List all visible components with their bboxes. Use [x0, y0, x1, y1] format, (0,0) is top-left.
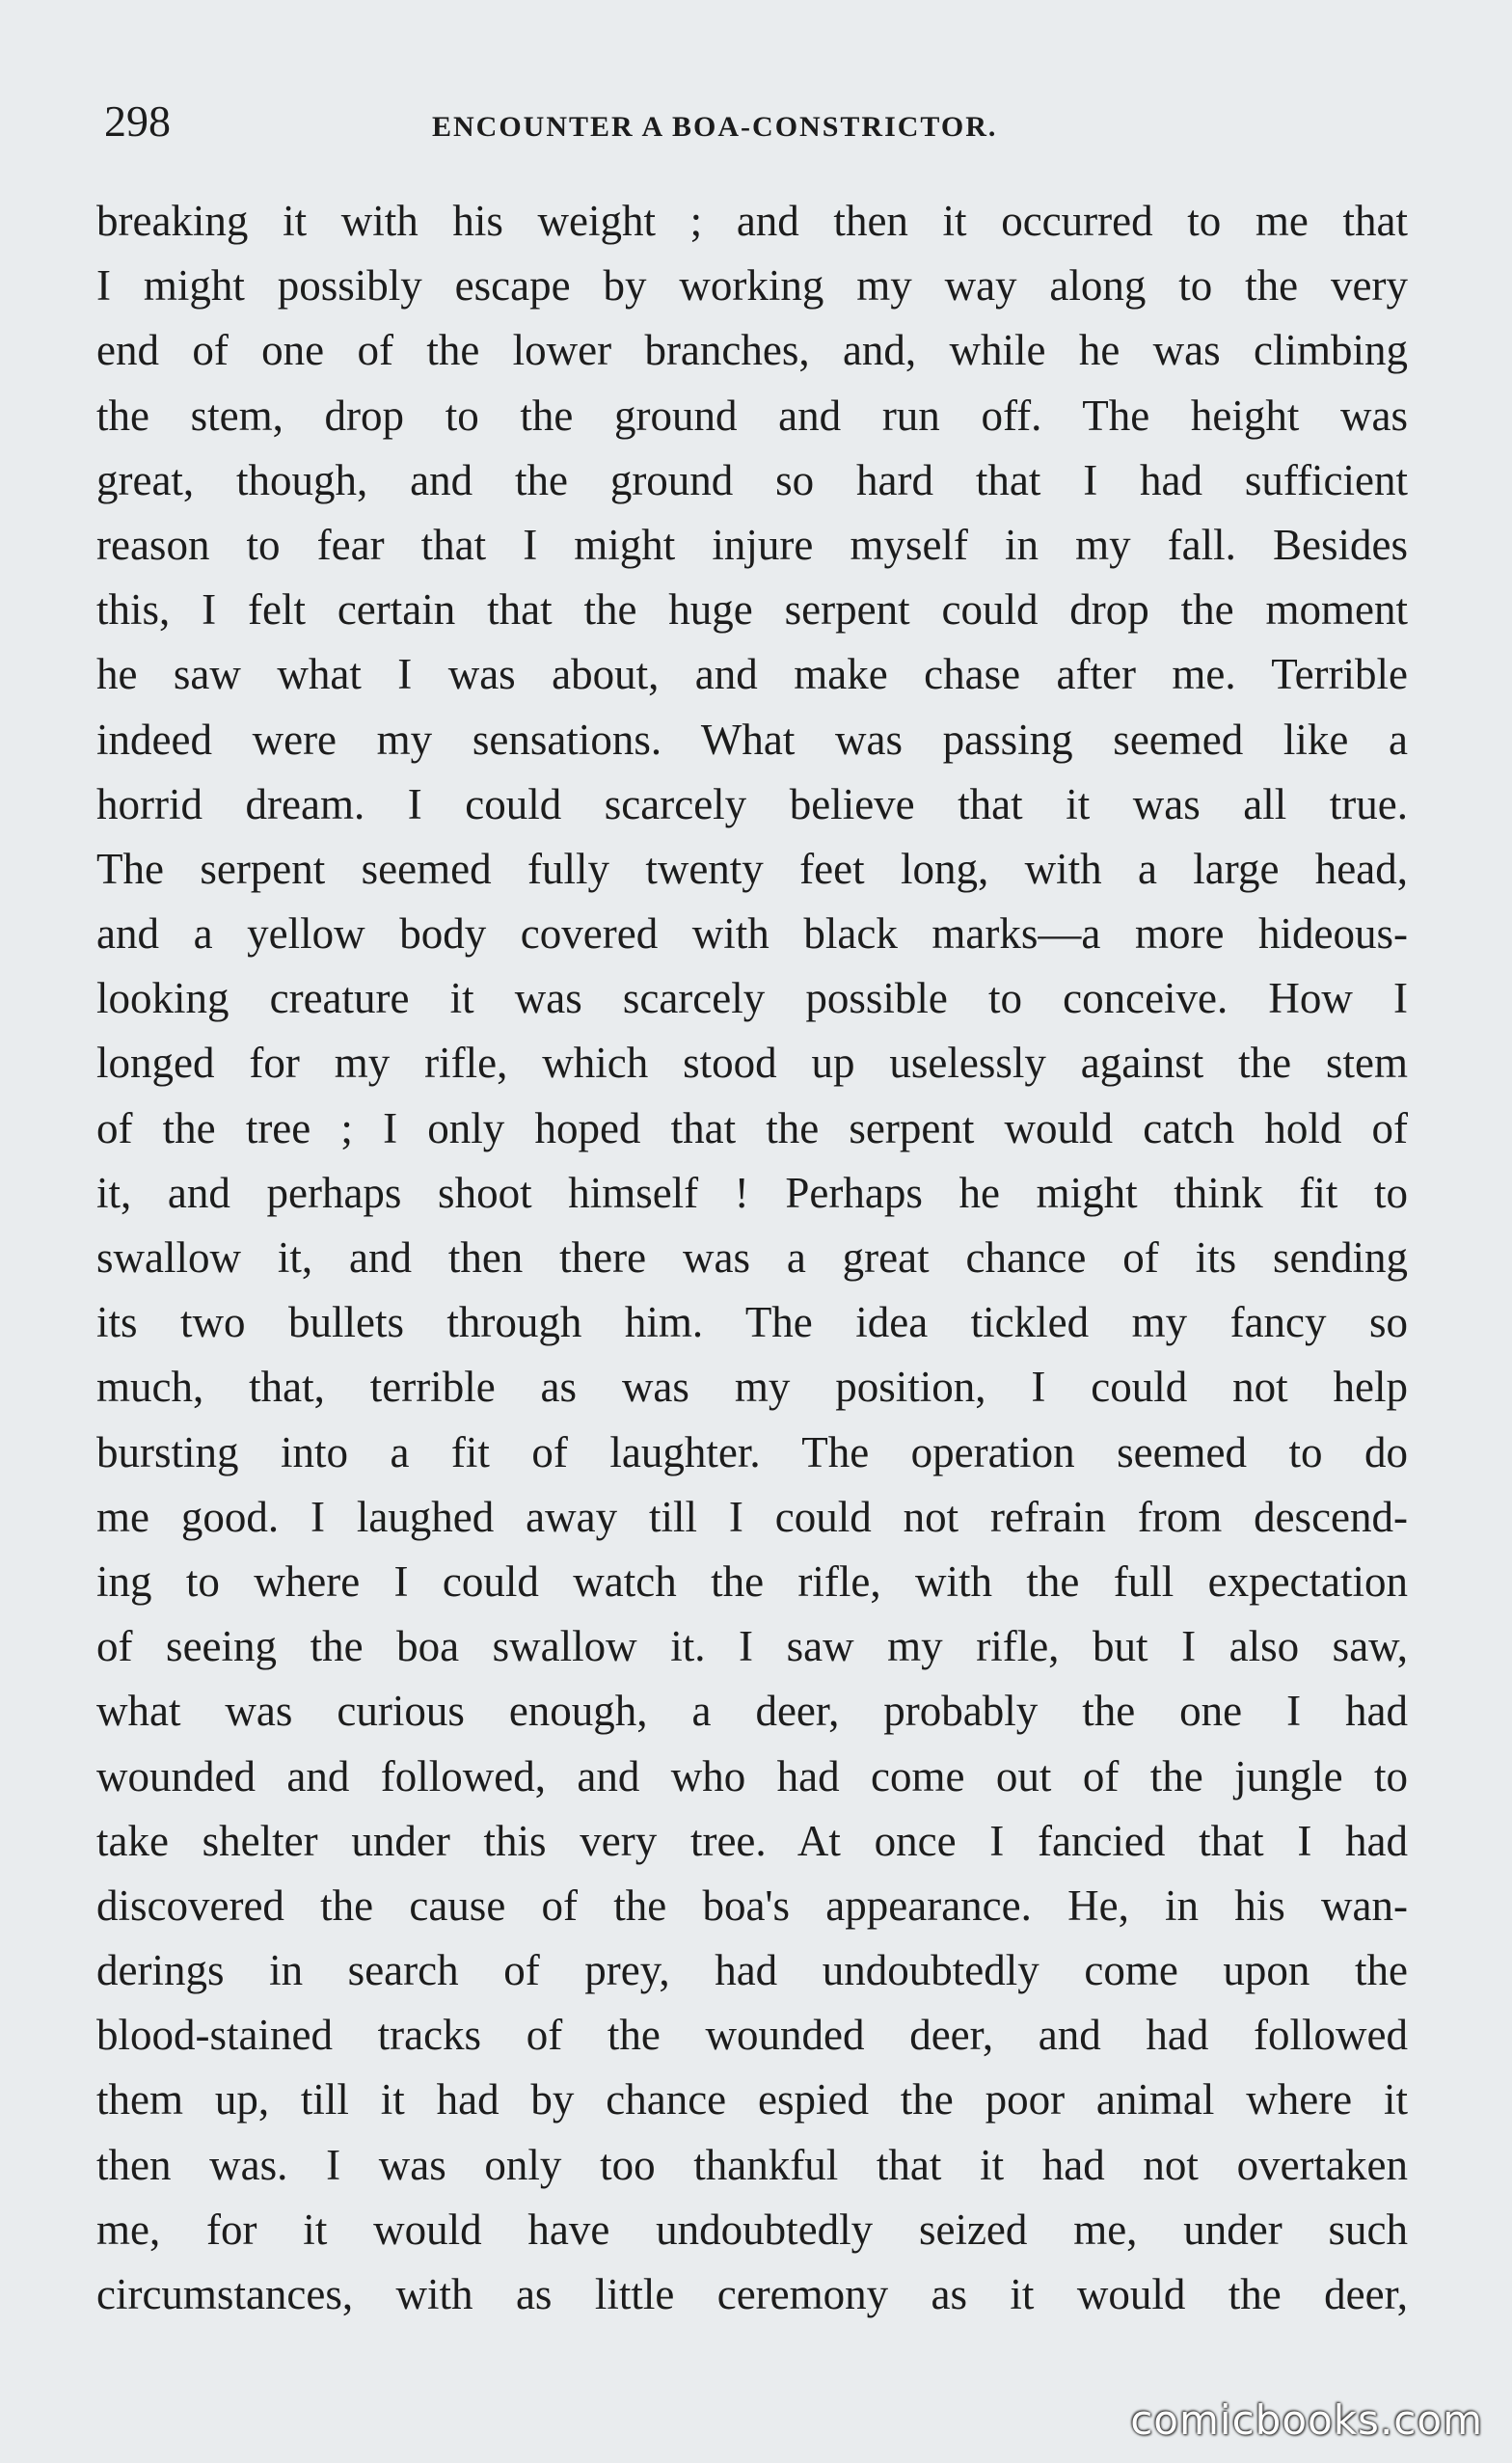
text-line: me, for it would have undoubtedly seized me, under such — [96, 2205, 1408, 2254]
text-line: breaking it with his weight ; and then it occurred to me that — [96, 197, 1408, 245]
running-title: ENCOUNTER A BOA-CONSTRICTOR. — [432, 111, 998, 143]
text-line: the stem, drop to the ground and run off. The height was — [96, 391, 1408, 440]
text-line: indeed were my sensations. What was passing seemed like a — [96, 715, 1408, 764]
text-line: this, I felt certain that the huge serpent could drop the moment — [96, 585, 1408, 635]
text-line: circumstances, with as little ceremony as it would the deer, — [96, 2270, 1408, 2318]
text-line: derings in search of prey, had undoubtedly come upon the — [96, 1946, 1408, 1995]
text-line: looking creature it was scarcely possible to conceive. How I — [96, 974, 1408, 1023]
text-line: I might possibly escape by working my way along to the very — [96, 261, 1408, 311]
page-number: 298 — [104, 96, 171, 146]
text-line: then was. I was only too thankful that it had not overtaken — [96, 2140, 1408, 2189]
text-line: take shelter under this very tree. At once I fancied that I had — [96, 1816, 1408, 1865]
text-line: it, and perhaps shoot himself ! Perhaps he might think fit to — [96, 1168, 1408, 1217]
text-line: me good. I laughed away till I could not refrain from descend- — [96, 1492, 1408, 1541]
text-line: swallow it, and then there was a great chance of its sending — [96, 1233, 1408, 1282]
text-line: them up, till it had by chance espied the poor animal where it — [96, 2075, 1408, 2125]
text-line: The serpent seemed fully twenty feet long, with a large head, — [96, 844, 1408, 893]
text-line: end of one of the lower branches, and, while he was climbing — [96, 326, 1408, 375]
text-line: ing to where I could watch the rifle, with the full expectation — [96, 1556, 1408, 1606]
text-line: great, though, and the ground so hard that I had sufficient — [96, 455, 1408, 504]
text-line: he saw what I was about, and make chase after me. Terrible — [96, 650, 1408, 699]
text-line: much, that, terrible as was my position, I could not help — [96, 1363, 1408, 1412]
watermark: comicbooks.com — [1130, 2396, 1483, 2444]
text-line: horrid dream. I could scarcely believe that it was all true. — [96, 779, 1408, 828]
text-line: and a yellow body covered with black marks—a more hideous- — [96, 909, 1408, 959]
text-line: longed for my rifle, which stood up uselessly against the stem — [96, 1039, 1408, 1088]
body-text — [96, 189, 1408, 2327]
text-line: what was curious enough, a deer, probably the one I had — [96, 1687, 1408, 1736]
text-line: reason to fear that I might injure myself in my fall. Besides — [96, 520, 1408, 569]
text-line: of the tree ; I only hoped that the serpent would catch hold of — [96, 1103, 1408, 1152]
text-line: blood-stained tracks of the wounded deer, and had followed — [96, 2011, 1408, 2060]
text-line: its two bullets through him. The idea tickled my fancy so — [96, 1298, 1408, 1347]
text-line: of seeing the boa swallow it. I saw my rifle, but I also saw, — [96, 1622, 1408, 1671]
text-line: wounded and followed, and who had come out of the jungle to — [96, 1751, 1408, 1800]
page-header — [104, 93, 1406, 150]
text-line: discovered the cause of the boa's appearance. He, in his wan- — [96, 1881, 1408, 1930]
text-line: bursting into a fit of laughter. The operation seemed to do — [96, 1427, 1408, 1476]
